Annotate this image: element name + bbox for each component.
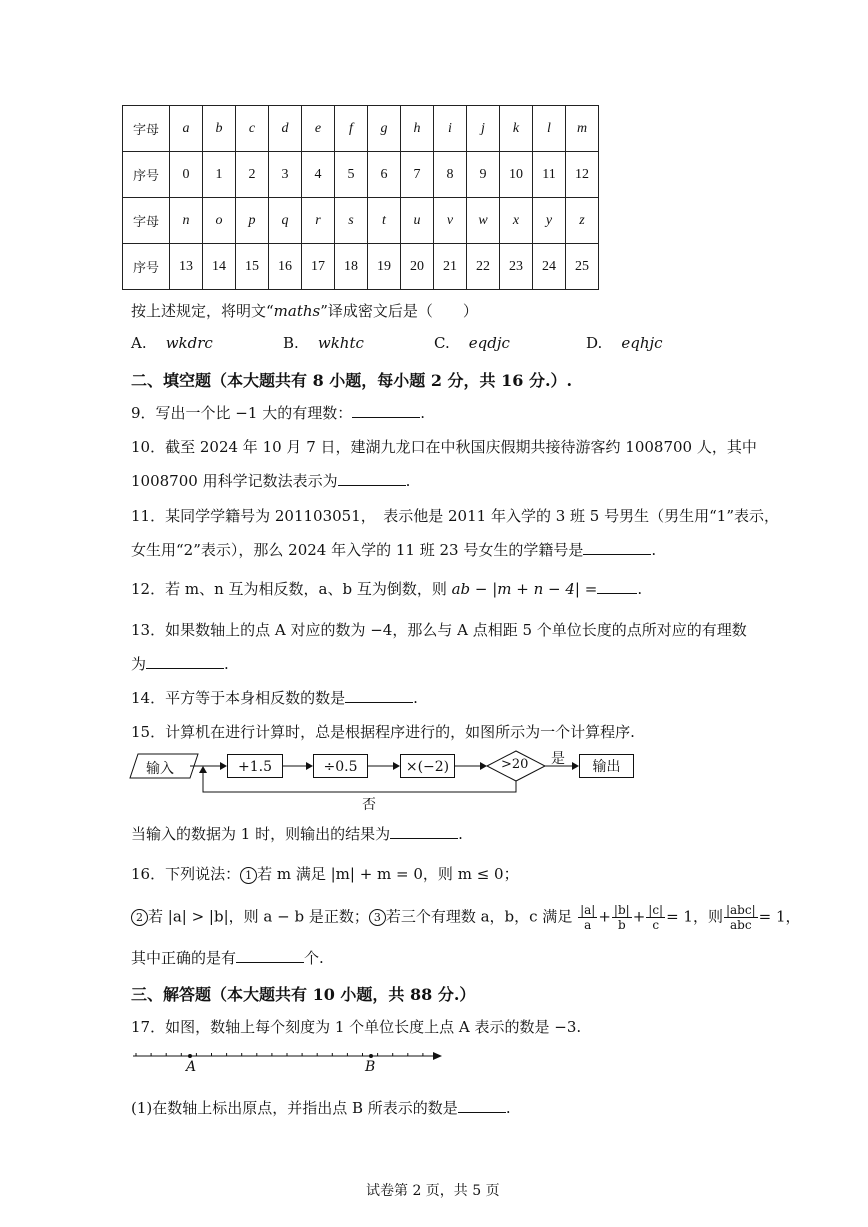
option-label: B. — [283, 334, 299, 352]
table-cell-number: 0 — [170, 152, 203, 198]
table-cell-letter: y — [533, 198, 566, 244]
q14-period: . — [413, 689, 418, 707]
denominator: a — [584, 918, 592, 932]
option-label: A. — [131, 334, 147, 352]
fraction — [724, 903, 758, 932]
table-cell-number: 11 — [533, 152, 566, 198]
table-cell-letter: u — [401, 198, 434, 244]
q11-line2 — [131, 539, 656, 560]
cipher-table — [122, 105, 599, 290]
table-cell-letter: b — [203, 106, 236, 152]
q11-text: 女生用“2”表示），那么 2024 年入学的 11 班 23 号女生的学籍号是 — [131, 541, 584, 559]
table-cell-letter: a — [170, 106, 203, 152]
q16-line3 — [131, 947, 324, 968]
table-cell-letter: z — [566, 198, 599, 244]
q12 — [131, 578, 642, 599]
q17-period: . — [505, 1099, 511, 1117]
q10-text: 1008700 用科学记数法表示为 — [131, 472, 338, 490]
q8-stem — [131, 300, 478, 321]
q14-text: 14．平方等于本身相反数的数是 — [131, 689, 346, 707]
table-cell-letter: o — [203, 198, 236, 244]
table-cell-number: 7 — [401, 152, 434, 198]
table-cell-letter: w — [467, 198, 500, 244]
q17-sub1-text: (1)在数轴上标出原点，并指出点 B 所表示的数是 — [131, 1099, 458, 1117]
section-2-title: 二、填空题（本大题共有 8 小题，每小题 2 分，共 16 分.）. — [131, 371, 573, 390]
yes-label: 是 — [551, 751, 565, 767]
table-cell-letter: f — [335, 106, 368, 152]
number-line-arrow — [433, 1052, 442, 1060]
section-3-title: 三、解答题（本大题共有 10 小题，共 88 分.） — [131, 985, 476, 1004]
fraction — [612, 903, 632, 932]
table-cell-number: 22 — [467, 244, 500, 290]
q10-period: . — [405, 472, 411, 490]
table-header-number: 序号 — [123, 152, 170, 198]
table-cell-letter: g — [368, 106, 401, 152]
q9-period: . — [420, 404, 425, 422]
q16-statement-2: 若 |a| > |b|，则 a − b 是正数； — [148, 907, 369, 926]
q16-statement-3: 若三个有理数 a，b，c 满足 — [385, 907, 573, 926]
table-cell-letter: t — [368, 198, 401, 244]
table-cell-number: 2 — [236, 152, 269, 198]
table-cell-number: 15 — [236, 244, 269, 290]
q13-line2 — [131, 653, 229, 674]
answer-blank[interactable] — [458, 1098, 506, 1113]
statement-number-circle: 3 — [369, 909, 386, 926]
option-value: eqdjc — [468, 334, 510, 352]
table-cell-letter: m — [566, 106, 599, 152]
number-line-point — [188, 1054, 192, 1058]
q16-line2: 2 若 |a| > |b|，则 a − b 是正数； 3 若三个有理数 a，b，c 满足 $\frac{|a|}{a}$ + $\frac{|b|}{b}$ + $\frac{|c|}{c}$ = 1，则 $\frac{\text{|abc|}}{\text{abc}}$ = 1， — [131, 903, 801, 932]
q9-text: 9．写出一个比 −1 大的有理数： — [131, 404, 353, 422]
page-footer: 试卷第 2 页，共 5 页 — [366, 1183, 500, 1199]
table-header-number: 序号 — [123, 244, 170, 290]
step-multiply-box: ×(−2) — [400, 754, 455, 778]
table-cell-letter: v — [434, 198, 467, 244]
q8-text-post: ”译成密文后是（ ） — [320, 302, 478, 320]
q13-text: 为 — [131, 655, 147, 673]
numerator: |abc| — [725, 903, 756, 917]
table-cell-letter: c — [236, 106, 269, 152]
option-value: wkhtc — [317, 334, 364, 352]
table-cell-number: 16 — [269, 244, 302, 290]
statement-number-circle: 1 — [240, 867, 257, 884]
option-value: wkdrc — [165, 334, 213, 352]
answer-blank[interactable] — [338, 471, 406, 486]
table-cell-letter: n — [170, 198, 203, 244]
q8-option-c[interactable] — [434, 334, 510, 352]
table-cell-number: 3 — [269, 152, 302, 198]
table-cell-number: 13 — [170, 244, 203, 290]
answer-blank[interactable] — [597, 579, 637, 594]
answer-blank[interactable] — [345, 688, 413, 703]
numerator: |c| — [648, 903, 664, 917]
table-cell-letter: x — [500, 198, 533, 244]
number-line — [128, 1046, 448, 1066]
flow-arrowhead — [306, 762, 313, 770]
table-cell-number: 12 — [566, 152, 599, 198]
table-cell-number: 19 — [368, 244, 401, 290]
table-cell-number: 25 — [566, 244, 599, 290]
answer-blank[interactable] — [236, 948, 304, 963]
numerator: |a| — [580, 903, 596, 917]
flow-arrowhead — [199, 766, 207, 773]
table-cell-letter: l — [533, 106, 566, 152]
q8-option-d[interactable] — [586, 334, 663, 352]
flow-arrowhead — [572, 762, 579, 770]
answer-blank[interactable] — [352, 403, 420, 418]
answer-blank[interactable] — [146, 654, 224, 669]
table-cell-number: 23 — [500, 244, 533, 290]
equals-text: = 1， — [758, 907, 801, 926]
point-a-label: A — [186, 1059, 197, 1075]
table-header-letter: 字母 — [123, 198, 170, 244]
q16-statement-1: 若 m 满足 |m| + m = 0，则 m ≤ 0； — [257, 865, 519, 883]
q16-text: 16．下列说法： — [131, 865, 241, 883]
table-cell-letter: h — [401, 106, 434, 152]
q17-text: 17．如图，数轴上每个刻度为 1 个单位长度上点 A 表示的数是 −3. — [131, 1018, 582, 1036]
number-line-point — [369, 1054, 373, 1058]
q13-line1: 13．如果数轴上的点 A 对应的数为 −4，那么与 A 点相距 5 个单位长度的点所对应的有理数 — [131, 621, 747, 639]
q10-line2 — [131, 470, 410, 491]
table-header-letter: 字母 — [123, 106, 170, 152]
answer-blank[interactable] — [583, 540, 651, 555]
answer-blank[interactable] — [390, 824, 458, 839]
q12-period: . — [637, 580, 643, 598]
no-label: 否 — [362, 797, 376, 813]
option-label: D. — [586, 334, 603, 352]
point-b-label: B — [365, 1059, 376, 1075]
table-cell-number: 4 — [302, 152, 335, 198]
denominator: abc — [730, 918, 752, 932]
table-cell-number: 1 — [203, 152, 236, 198]
table-cell-number: 17 — [302, 244, 335, 290]
table-cell-letter: e — [302, 106, 335, 152]
table-cell-number: 24 — [533, 244, 566, 290]
fraction — [578, 903, 597, 932]
table-cell-letter: j — [467, 106, 500, 152]
fraction — [646, 903, 665, 932]
table-cell-letter: d — [269, 106, 302, 152]
q8-option-b[interactable] — [283, 334, 364, 352]
condition-label: >20 — [501, 757, 529, 772]
table-cell-number: 20 — [401, 244, 434, 290]
q16-suffix: 个. — [304, 949, 324, 967]
option-label: C. — [434, 334, 450, 352]
q15-period: . — [458, 825, 463, 843]
flow-arrowhead — [220, 762, 227, 770]
table-cell-number: 8 — [434, 152, 467, 198]
q8-word: maths — [273, 302, 321, 320]
q10-line1: 10．截至 2024 年 10 月 7 日，建湖九龙口在中秋国庆假期共接待游客约 1008700 人，其中 — [131, 438, 757, 456]
table-cell-letter: p — [236, 198, 269, 244]
denominator: b — [617, 918, 626, 932]
q11-period: . — [651, 541, 657, 559]
q13-period: . — [224, 655, 229, 673]
q15-flowchart — [128, 746, 648, 816]
q15-text: 15．计算机在进行计算时，总是根据程序进行的，如图所示为一个计算程序. — [131, 723, 635, 741]
table-cell-number: 21 — [434, 244, 467, 290]
q11-line1: 11．某同学学籍号为 201103051， 表示他是 2011 年入学的 3 班 5 号男生（男生用“1”表示， — [131, 507, 779, 525]
q16-line1 — [131, 863, 519, 884]
table-cell-letter: k — [500, 106, 533, 152]
q16-text: 其中正确的是有 — [131, 949, 237, 967]
numerator: |b| — [613, 903, 630, 917]
table-cell-number: 14 — [203, 244, 236, 290]
denominator: c — [652, 918, 660, 932]
step-add-box: +1.5 — [227, 754, 283, 778]
step-divide-box: ÷0.5 — [313, 754, 368, 778]
table-cell-number: 10 — [500, 152, 533, 198]
table-cell-number: 18 — [335, 244, 368, 290]
equals-text: = 1，则 — [666, 907, 723, 926]
q8-option-a[interactable] — [131, 334, 213, 352]
table-cell-number: 5 — [335, 152, 368, 198]
q9 — [131, 402, 425, 423]
q17-sub1 — [131, 1097, 511, 1118]
q12-text: 12．若 m、n 互为相反数，a、b 互为倒数，则 — [131, 580, 452, 598]
q8-text-pre: 按上述规定，将明文“ — [131, 302, 274, 320]
table-cell-letter: s — [335, 198, 368, 244]
table-cell-number: 9 — [467, 152, 500, 198]
q12-expression: ab − |m + n − 4| = — [451, 580, 598, 598]
q15-answer-text: 当输入的数据为 1 时，则输出的结果为 — [131, 825, 391, 843]
table-cell-letter: q — [269, 198, 302, 244]
input-label: 输入 — [146, 761, 174, 777]
statement-number-circle: 2 — [131, 909, 148, 926]
option-value: eqhjc — [621, 334, 663, 352]
flow-arrowhead — [393, 762, 400, 770]
q14 — [131, 687, 418, 708]
q15-answer — [131, 823, 463, 844]
table-cell-number: 6 — [368, 152, 401, 198]
table-cell-letter: r — [302, 198, 335, 244]
table-cell-letter: i — [434, 106, 467, 152]
output-box: 输出 — [579, 754, 634, 778]
